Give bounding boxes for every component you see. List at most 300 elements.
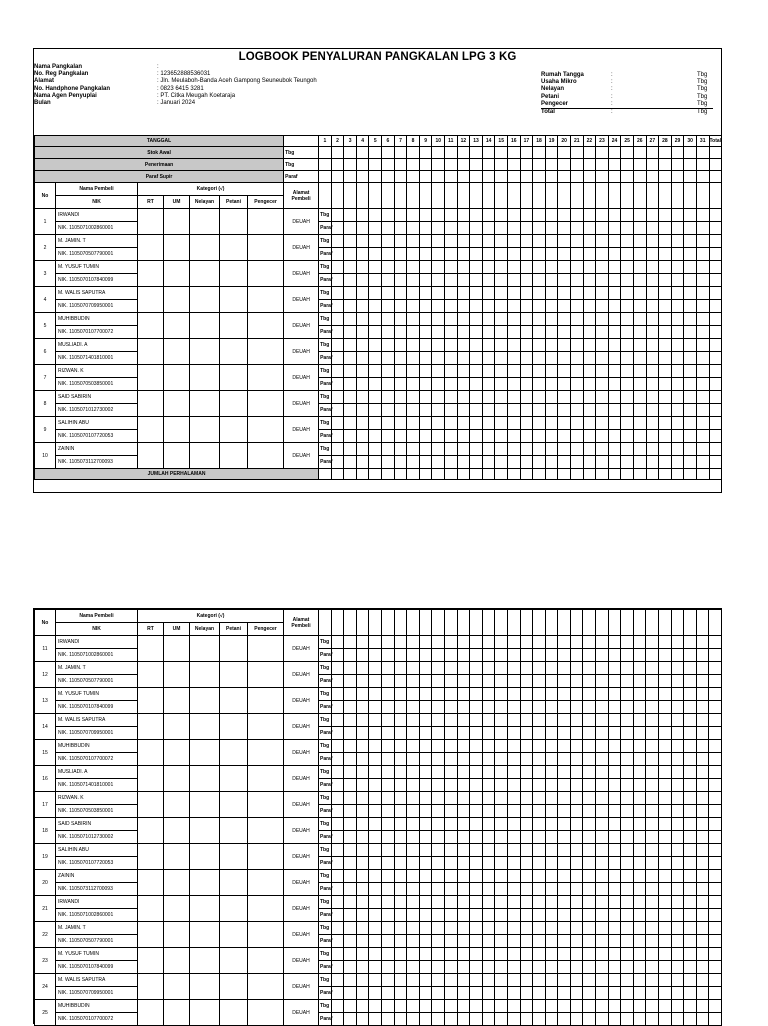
day-cell[interactable] — [495, 714, 508, 727]
day-cell[interactable] — [369, 456, 382, 469]
category-check-cell[interactable] — [138, 365, 164, 391]
day-cell[interactable] — [356, 404, 369, 417]
day-cell[interactable] — [633, 974, 646, 987]
day-cell[interactable] — [419, 1000, 432, 1013]
day-cell[interactable] — [621, 636, 634, 649]
day-cell[interactable] — [344, 430, 357, 443]
day-cell[interactable] — [331, 1000, 344, 1013]
day-cell[interactable] — [621, 300, 634, 313]
day-cell[interactable] — [394, 456, 407, 469]
day-cell[interactable] — [432, 261, 445, 274]
category-check-cell[interactable] — [220, 896, 248, 922]
day-cell[interactable] — [621, 649, 634, 662]
day-cell[interactable] — [482, 883, 495, 896]
day-cell[interactable] — [394, 287, 407, 300]
day-cell[interactable] — [596, 922, 609, 935]
day-cell[interactable] — [709, 287, 722, 300]
day-cell[interactable] — [508, 365, 521, 378]
category-check-cell[interactable] — [164, 261, 190, 287]
day-cell[interactable] — [621, 792, 634, 805]
day-cell[interactable] — [482, 443, 495, 456]
day-cell[interactable] — [709, 352, 722, 365]
day-cell[interactable] — [369, 831, 382, 844]
day-cell[interactable] — [596, 857, 609, 870]
day-cell[interactable] — [583, 714, 596, 727]
day-cell[interactable] — [596, 701, 609, 714]
day-cell[interactable] — [709, 727, 722, 740]
day-cell[interactable] — [444, 1000, 457, 1013]
day-cell[interactable] — [495, 753, 508, 766]
day-cell[interactable] — [520, 740, 533, 753]
day-cell[interactable] — [520, 352, 533, 365]
day-cell[interactable] — [621, 909, 634, 922]
category-check-cell[interactable] — [138, 417, 164, 443]
day-cell[interactable] — [533, 922, 546, 935]
day-cell[interactable] — [495, 675, 508, 688]
day-cell[interactable] — [520, 675, 533, 688]
day-cell[interactable] — [583, 818, 596, 831]
day-cell[interactable] — [671, 636, 684, 649]
day-cell[interactable] — [583, 339, 596, 352]
day-cell[interactable] — [633, 300, 646, 313]
day-cell[interactable] — [633, 391, 646, 404]
category-check-cell[interactable] — [220, 443, 248, 469]
day-cell[interactable] — [381, 922, 394, 935]
day-cell[interactable] — [381, 818, 394, 831]
day-cell[interactable] — [570, 948, 583, 961]
day-cell[interactable] — [558, 766, 571, 779]
day-cell[interactable] — [633, 935, 646, 948]
day-cell[interactable] — [457, 287, 470, 300]
day-cell[interactable] — [470, 274, 483, 287]
day-cell[interactable] — [608, 417, 621, 430]
day-cell[interactable] — [633, 701, 646, 714]
day-cell[interactable] — [457, 714, 470, 727]
day-cell[interactable] — [407, 365, 420, 378]
day-cell[interactable] — [709, 430, 722, 443]
day-cell[interactable] — [520, 209, 533, 222]
day-cell[interactable] — [558, 909, 571, 922]
day-cell[interactable] — [533, 339, 546, 352]
day-cell[interactable] — [583, 430, 596, 443]
day-cell[interactable] — [520, 378, 533, 391]
day-cell[interactable] — [684, 339, 697, 352]
day-cell[interactable] — [482, 456, 495, 469]
day-cell[interactable] — [419, 209, 432, 222]
day-cell[interactable] — [419, 443, 432, 456]
day-cell[interactable] — [495, 961, 508, 974]
day-cell[interactable] — [432, 404, 445, 417]
day-cell[interactable] — [394, 365, 407, 378]
day-cell[interactable] — [470, 818, 483, 831]
day-cell[interactable] — [583, 287, 596, 300]
day-cell[interactable] — [407, 766, 420, 779]
day-cell[interactable] — [381, 1000, 394, 1013]
day-cell[interactable] — [558, 714, 571, 727]
day-cell[interactable] — [671, 766, 684, 779]
day-cell[interactable] — [596, 818, 609, 831]
day-cell[interactable] — [331, 896, 344, 909]
day-cell[interactable] — [394, 961, 407, 974]
day-cell[interactable] — [331, 430, 344, 443]
day-cell[interactable] — [369, 948, 382, 961]
day-cell[interactable] — [558, 792, 571, 805]
day-cell[interactable] — [545, 987, 558, 1000]
day-cell[interactable] — [520, 714, 533, 727]
day-cell[interactable] — [457, 313, 470, 326]
day-cell[interactable] — [520, 417, 533, 430]
day-cell[interactable] — [659, 352, 672, 365]
day-cell[interactable] — [482, 870, 495, 883]
day-cell[interactable] — [621, 922, 634, 935]
day-cell[interactable] — [621, 287, 634, 300]
day-cell[interactable] — [381, 896, 394, 909]
day-cell[interactable] — [419, 430, 432, 443]
day-cell[interactable] — [369, 805, 382, 818]
day-cell[interactable] — [356, 313, 369, 326]
day-cell[interactable] — [394, 844, 407, 857]
day-cell[interactable] — [684, 883, 697, 896]
day-cell[interactable] — [344, 987, 357, 1000]
category-check-cell[interactable] — [248, 417, 284, 443]
day-cell[interactable] — [659, 987, 672, 1000]
day-cell[interactable] — [470, 1013, 483, 1026]
day-cell[interactable] — [432, 831, 445, 844]
day-cell[interactable] — [457, 443, 470, 456]
day-cell[interactable] — [583, 766, 596, 779]
day-cell[interactable] — [671, 300, 684, 313]
day-cell[interactable] — [470, 662, 483, 675]
category-check-cell[interactable] — [164, 688, 190, 714]
day-cell[interactable] — [407, 857, 420, 870]
day-cell[interactable] — [381, 688, 394, 701]
day-cell[interactable] — [696, 1000, 709, 1013]
day-cell[interactable] — [533, 404, 546, 417]
day-cell[interactable] — [671, 987, 684, 1000]
category-check-cell[interactable] — [190, 287, 220, 313]
day-cell[interactable] — [696, 430, 709, 443]
day-cell[interactable] — [646, 857, 659, 870]
day-cell[interactable] — [520, 701, 533, 714]
category-check-cell[interactable] — [164, 948, 190, 974]
day-cell[interactable] — [344, 456, 357, 469]
day-cell[interactable] — [381, 714, 394, 727]
day-cell[interactable] — [407, 675, 420, 688]
day-cell[interactable] — [344, 261, 357, 274]
day-cell[interactable] — [382, 235, 395, 248]
day-cell[interactable] — [608, 844, 621, 857]
day-cell[interactable] — [558, 313, 571, 326]
category-check-cell[interactable] — [248, 844, 284, 870]
day-cell[interactable] — [507, 896, 520, 909]
day-cell[interactable] — [495, 805, 508, 818]
day-cell[interactable] — [684, 974, 697, 987]
day-cell[interactable] — [659, 948, 672, 961]
day-cell[interactable] — [470, 714, 483, 727]
day-cell[interactable] — [533, 740, 546, 753]
day-cell[interactable] — [344, 313, 357, 326]
day-cell[interactable] — [331, 636, 344, 649]
day-cell[interactable] — [432, 948, 445, 961]
day-cell[interactable] — [507, 818, 520, 831]
day-cell[interactable] — [621, 352, 634, 365]
day-cell[interactable] — [671, 1013, 684, 1026]
day-cell[interactable] — [344, 365, 357, 378]
day-cell[interactable] — [457, 235, 470, 248]
day-cell[interactable] — [520, 326, 533, 339]
day-cell[interactable] — [684, 404, 697, 417]
day-cell[interactable] — [482, 948, 495, 961]
day-cell[interactable] — [344, 209, 357, 222]
day-cell[interactable] — [570, 391, 583, 404]
category-check-cell[interactable] — [164, 636, 190, 662]
day-cell[interactable] — [432, 883, 445, 896]
day-cell[interactable] — [646, 209, 659, 222]
day-cell[interactable] — [482, 417, 495, 430]
day-cell[interactable] — [520, 1013, 533, 1026]
day-cell[interactable] — [356, 714, 369, 727]
category-check-cell[interactable] — [248, 443, 284, 469]
day-cell[interactable] — [470, 922, 483, 935]
category-check-cell[interactable] — [190, 766, 220, 792]
day-cell[interactable] — [608, 287, 621, 300]
day-cell[interactable] — [709, 935, 722, 948]
category-check-cell[interactable] — [248, 870, 284, 896]
day-cell[interactable] — [583, 831, 596, 844]
day-cell[interactable] — [659, 727, 672, 740]
day-cell[interactable] — [621, 274, 634, 287]
day-cell[interactable] — [445, 274, 458, 287]
day-cell[interactable] — [495, 326, 508, 339]
day-cell[interactable] — [583, 909, 596, 922]
day-cell[interactable] — [470, 404, 483, 417]
day-cell[interactable] — [709, 870, 722, 883]
day-cell[interactable] — [696, 300, 709, 313]
day-cell[interactable] — [696, 909, 709, 922]
day-cell[interactable] — [344, 935, 357, 948]
day-cell[interactable] — [369, 391, 382, 404]
day-cell[interactable] — [407, 831, 420, 844]
day-cell[interactable] — [558, 248, 571, 261]
day-cell[interactable] — [356, 831, 369, 844]
day-cell[interactable] — [432, 1013, 445, 1026]
day-cell[interactable] — [633, 844, 646, 857]
day-cell[interactable] — [621, 870, 634, 883]
day-cell[interactable] — [331, 974, 344, 987]
day-cell[interactable] — [432, 727, 445, 740]
day-cell[interactable] — [356, 740, 369, 753]
day-cell[interactable] — [545, 727, 558, 740]
day-cell[interactable] — [470, 326, 483, 339]
day-cell[interactable] — [633, 287, 646, 300]
day-cell[interactable] — [495, 365, 508, 378]
day-cell[interactable] — [671, 365, 684, 378]
day-cell[interactable] — [696, 883, 709, 896]
day-cell[interactable] — [369, 857, 382, 870]
day-cell[interactable] — [331, 222, 344, 235]
day-cell[interactable] — [382, 300, 395, 313]
day-cell[interactable] — [545, 792, 558, 805]
day-cell[interactable] — [583, 870, 596, 883]
day-cell[interactable] — [508, 274, 521, 287]
day-cell[interactable] — [558, 326, 571, 339]
category-check-cell[interactable] — [138, 922, 164, 948]
day-cell[interactable] — [508, 456, 521, 469]
category-check-cell[interactable] — [220, 365, 248, 391]
day-cell[interactable] — [570, 779, 583, 792]
day-cell[interactable] — [696, 339, 709, 352]
day-cell[interactable] — [709, 649, 722, 662]
day-cell[interactable] — [671, 792, 684, 805]
day-cell[interactable] — [508, 300, 521, 313]
day-cell[interactable] — [570, 909, 583, 922]
day-cell[interactable] — [432, 935, 445, 948]
day-cell[interactable] — [369, 649, 382, 662]
day-cell[interactable] — [646, 456, 659, 469]
day-cell[interactable] — [684, 688, 697, 701]
day-cell[interactable] — [608, 636, 621, 649]
day-cell[interactable] — [432, 274, 445, 287]
day-cell[interactable] — [457, 456, 470, 469]
day-cell[interactable] — [696, 714, 709, 727]
day-cell[interactable] — [394, 1013, 407, 1026]
day-cell[interactable] — [583, 857, 596, 870]
category-check-cell[interactable] — [138, 339, 164, 365]
day-cell[interactable] — [570, 649, 583, 662]
day-cell[interactable] — [596, 313, 609, 326]
day-cell[interactable] — [709, 818, 722, 831]
day-cell[interactable] — [533, 974, 546, 987]
category-check-cell[interactable] — [248, 235, 284, 261]
day-cell[interactable] — [608, 1000, 621, 1013]
day-cell[interactable] — [545, 636, 558, 649]
day-cell[interactable] — [545, 261, 558, 274]
day-cell[interactable] — [495, 352, 508, 365]
category-check-cell[interactable] — [138, 391, 164, 417]
day-cell[interactable] — [482, 222, 495, 235]
day-cell[interactable] — [344, 779, 357, 792]
day-cell[interactable] — [596, 326, 609, 339]
day-cell[interactable] — [482, 391, 495, 404]
day-cell[interactable] — [457, 675, 470, 688]
day-cell[interactable] — [558, 391, 571, 404]
day-cell[interactable] — [533, 235, 546, 248]
category-check-cell[interactable] — [248, 209, 284, 235]
day-cell[interactable] — [369, 688, 382, 701]
day-cell[interactable] — [369, 339, 382, 352]
day-cell[interactable] — [646, 909, 659, 922]
day-cell[interactable] — [659, 235, 672, 248]
day-cell[interactable] — [470, 235, 483, 248]
day-cell[interactable] — [633, 326, 646, 339]
day-cell[interactable] — [344, 235, 357, 248]
day-cell[interactable] — [432, 961, 445, 974]
day-cell[interactable] — [545, 662, 558, 675]
day-cell[interactable] — [331, 456, 344, 469]
day-cell[interactable] — [533, 896, 546, 909]
day-cell[interactable] — [369, 662, 382, 675]
day-cell[interactable] — [419, 287, 432, 300]
day-cell[interactable] — [495, 313, 508, 326]
day-cell[interactable] — [444, 974, 457, 987]
day-cell[interactable] — [381, 831, 394, 844]
day-cell[interactable] — [331, 792, 344, 805]
day-cell[interactable] — [608, 922, 621, 935]
day-cell[interactable] — [507, 870, 520, 883]
day-cell[interactable] — [344, 896, 357, 909]
day-cell[interactable] — [457, 961, 470, 974]
day-cell[interactable] — [533, 727, 546, 740]
day-cell[interactable] — [596, 844, 609, 857]
day-cell[interactable] — [520, 391, 533, 404]
day-cell[interactable] — [583, 662, 596, 675]
day-cell[interactable] — [407, 430, 420, 443]
day-cell[interactable] — [596, 248, 609, 261]
day-cell[interactable] — [381, 948, 394, 961]
day-cell[interactable] — [596, 740, 609, 753]
day-cell[interactable] — [495, 922, 508, 935]
category-check-cell[interactable] — [190, 209, 220, 235]
day-cell[interactable] — [646, 883, 659, 896]
day-cell[interactable] — [709, 378, 722, 391]
day-cell[interactable] — [394, 300, 407, 313]
day-cell[interactable] — [495, 857, 508, 870]
day-cell[interactable] — [608, 222, 621, 235]
day-cell[interactable] — [495, 378, 508, 391]
day-cell[interactable] — [482, 818, 495, 831]
day-cell[interactable] — [470, 766, 483, 779]
day-cell[interactable] — [381, 636, 394, 649]
day-cell[interactable] — [684, 766, 697, 779]
day-cell[interactable] — [507, 727, 520, 740]
day-cell[interactable] — [344, 831, 357, 844]
day-cell[interactable] — [344, 352, 357, 365]
day-cell[interactable] — [394, 909, 407, 922]
day-cell[interactable] — [646, 1013, 659, 1026]
day-cell[interactable] — [381, 909, 394, 922]
day-cell[interactable] — [633, 649, 646, 662]
day-cell[interactable] — [369, 727, 382, 740]
day-cell[interactable] — [570, 740, 583, 753]
day-cell[interactable] — [495, 987, 508, 1000]
day-cell[interactable] — [444, 883, 457, 896]
day-cell[interactable] — [633, 922, 646, 935]
day-cell[interactable] — [558, 727, 571, 740]
day-cell[interactable] — [596, 649, 609, 662]
day-cell[interactable] — [520, 649, 533, 662]
day-cell[interactable] — [570, 935, 583, 948]
day-cell[interactable] — [507, 740, 520, 753]
day-cell[interactable] — [545, 391, 558, 404]
day-cell[interactable] — [382, 287, 395, 300]
category-check-cell[interactable] — [164, 792, 190, 818]
day-cell[interactable] — [671, 248, 684, 261]
day-cell[interactable] — [482, 248, 495, 261]
day-cell[interactable] — [545, 300, 558, 313]
day-cell[interactable] — [407, 948, 420, 961]
day-cell[interactable] — [570, 339, 583, 352]
day-cell[interactable] — [344, 909, 357, 922]
day-cell[interactable] — [457, 805, 470, 818]
day-cell[interactable] — [570, 287, 583, 300]
day-cell[interactable] — [633, 209, 646, 222]
category-check-cell[interactable] — [138, 636, 164, 662]
day-cell[interactable] — [381, 870, 394, 883]
category-check-cell[interactable] — [164, 443, 190, 469]
day-cell[interactable] — [344, 662, 357, 675]
day-cell[interactable] — [621, 844, 634, 857]
day-cell[interactable] — [331, 948, 344, 961]
